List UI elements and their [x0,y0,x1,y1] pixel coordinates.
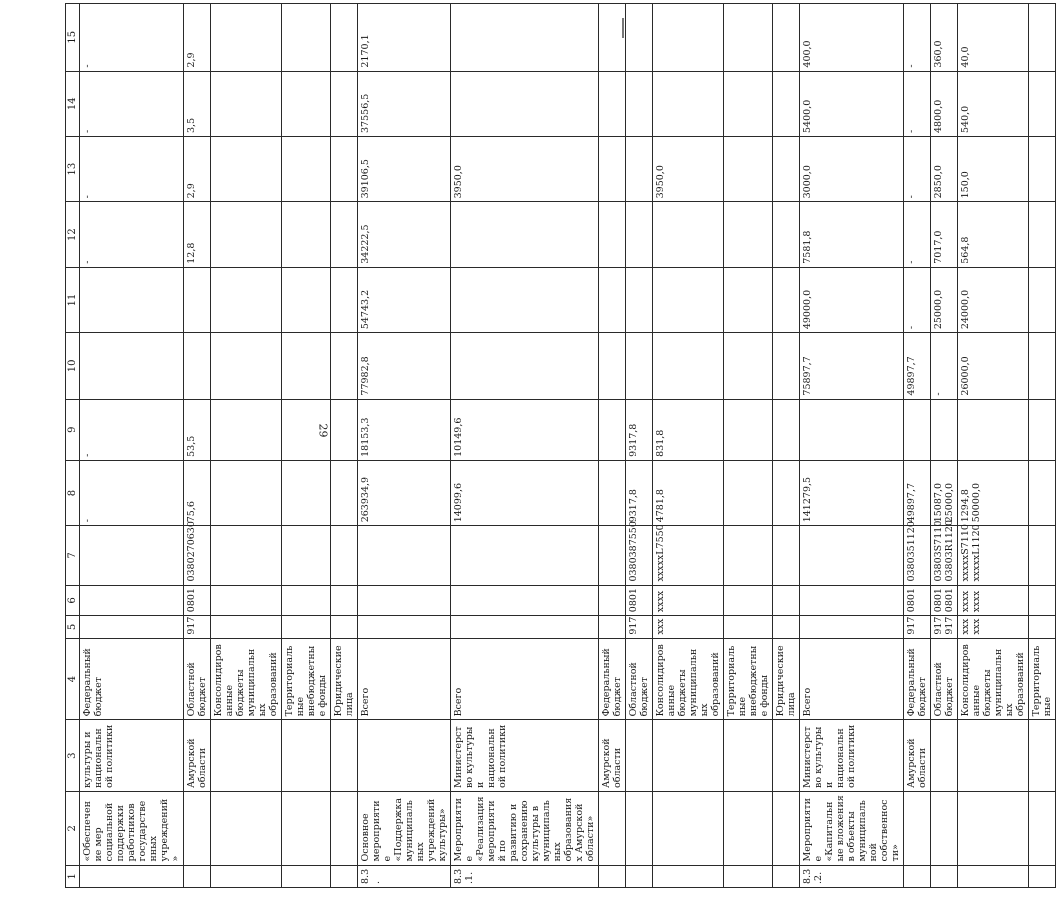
total-cell: - [80,460,184,525]
csr-cell: 0380387550 [626,526,653,585]
year-2014-cell [331,399,358,460]
table-row [958,4,1029,888]
year-2015-cell [1029,333,1056,399]
year-2020-cell: 2170,1 [358,4,451,72]
title-cell [958,791,1029,865]
year-2017-cell [724,202,773,267]
title-cell [653,791,724,865]
num-cell: 8.3. [358,865,451,887]
year-2016-cell [724,267,773,332]
source-cell: Территориальные [1029,638,1056,720]
num-cell [626,865,653,887]
table-row [800,4,904,888]
csr-cell [358,526,451,585]
year-2020-cell: - [904,4,931,72]
year-2020-cell [724,4,773,72]
total-cell: 1294,8 50000,0 [958,460,1029,525]
title-cell [931,791,958,865]
header-cell: 7 [66,526,80,585]
rotated-table-container [65,3,1053,888]
year-2017-cell: 7581,8 [800,202,904,267]
executor-cell: Амурской области [904,720,931,792]
executor-cell [1029,720,1056,792]
header-cell: 6 [66,585,80,616]
year-2019-cell: 540,0 [958,71,1029,136]
year-2018-cell [282,136,331,201]
total-cell [724,460,773,525]
year-2019-cell [724,71,773,136]
year-2019-cell: - [904,71,931,136]
rzpr-cell: 0801 [904,585,931,616]
title-cell: «Обеспечение мер социальной поддержки работников государственных учреждений» [80,791,184,865]
title-cell [184,791,211,865]
rzpr-cell: 0801 [626,585,653,616]
total-cell [331,460,358,525]
year-2014-cell [800,399,904,460]
year-2019-cell [331,71,358,136]
total-cell [211,460,282,525]
grbs-cell [773,616,800,638]
year-2020-cell [1029,4,1056,72]
title-cell [626,791,653,865]
executor-cell [958,720,1029,792]
total-cell [1029,460,1056,525]
year-2019-cell [451,71,599,136]
year-2018-cell [626,136,653,201]
year-2018-cell [773,136,800,201]
table-row [724,4,773,888]
total-cell [282,460,331,525]
year-2018-cell: - [904,136,931,201]
num-cell: 8.3.2. [800,865,904,887]
year-2019-cell: 37556,5 [358,71,451,136]
year-2015-cell [626,333,653,399]
year-2014-cell: 53,5 [184,399,211,460]
year-2019-cell [773,71,800,136]
csr-cell [282,526,331,585]
csr-cell: 03803S7110 03803R1120 [931,526,958,585]
year-2016-cell: 54743,2 [358,267,451,332]
num-cell [80,865,184,887]
table-row [282,4,331,888]
grbs-cell [80,616,184,638]
year-2016-cell [211,267,282,332]
year-2014-cell: 831,8 [653,399,724,460]
rzpr-cell: xxxx xxxx [958,585,1029,616]
year-2015-cell [451,333,599,399]
source-cell: Федеральный бюджет [904,638,931,720]
executor-cell: Амурской области [599,720,626,792]
year-2020-cell [599,4,626,72]
year-2016-cell: 24000,0 [958,267,1029,332]
csr-cell [724,526,773,585]
year-2015-cell: 26000,0 [958,333,1029,399]
total-cell: 141279,5 [800,460,904,525]
source-cell: Консолидированные бюджеты муниципальных образований [653,638,724,720]
table-row [211,4,282,888]
source-cell: Всего [451,638,599,720]
year-2017-cell [282,202,331,267]
header-cell: 15 [66,4,80,72]
year-2018-cell: - [80,136,184,201]
year-2019-cell [211,71,282,136]
year-2016-cell [184,267,211,332]
csr-cell: 0380270630 [184,526,211,585]
year-2019-cell [1029,71,1056,136]
year-2020-cell [451,4,599,72]
grbs-cell [599,616,626,638]
year-2020-cell: 400,0 [800,4,904,72]
year-2020-cell [626,4,653,72]
executor-cell [626,720,653,792]
table-row [451,4,599,888]
rzpr-cell [211,585,282,616]
num-cell [931,865,958,887]
csr-cell [80,526,184,585]
year-2017-cell: - [904,202,931,267]
total-cell: 263934,9 [358,460,451,525]
year-2016-cell [331,267,358,332]
executor-cell [931,720,958,792]
table-row [599,4,626,888]
num-cell [331,865,358,887]
year-2014-cell [211,399,282,460]
year-2014-cell [958,399,1029,460]
executor-cell [653,720,724,792]
year-2018-cell: 39106,5 [358,136,451,201]
grbs-cell [282,616,331,638]
num-cell [282,865,331,887]
source-cell: Консолидированные бюджеты муниципальных образований [211,638,282,720]
header-cell: 14 [66,71,80,136]
year-2017-cell: 7017,0 [931,202,958,267]
year-2015-cell [331,333,358,399]
year-2016-cell: - [904,267,931,332]
rzpr-cell [773,585,800,616]
year-2016-cell: 25000,0 [931,267,958,332]
year-2017-cell [653,202,724,267]
total-cell: 14099,6 [451,460,599,525]
grbs-cell: 917 [904,616,931,638]
grbs-cell: xxx [653,616,724,638]
executor-cell: культуры и национальной политики [80,720,184,792]
year-2020-cell [773,4,800,72]
title-cell: Мероприятие «Капитальные вложения в объекты муниципальной собственности» [800,791,904,865]
header-cell: 4 [66,638,80,720]
source-cell: Юридические лица [773,638,800,720]
rzpr-cell [358,585,451,616]
year-2020-cell: 360,0 [931,4,958,72]
csr-cell: xxxxxL7550 [653,526,724,585]
header-cell: 10 [66,333,80,399]
source-cell: Территориальные внебюджетные фонды [724,638,773,720]
year-2014-cell [599,399,626,460]
executor-cell [773,720,800,792]
year-2018-cell [1029,136,1056,201]
rzpr-cell [80,585,184,616]
header-cell: 3 [66,720,80,792]
table-row [773,4,800,888]
header-cell: 11 [66,267,80,332]
year-2015-cell: 49897,7 [904,333,931,399]
title-cell: Основное мероприятие «Поддержка муниципальных учреждений культуры» [358,791,451,865]
title-cell [904,791,931,865]
year-2019-cell: 3,5 [184,71,211,136]
year-2015-cell [282,333,331,399]
year-2020-cell [211,4,282,72]
year-2020-cell: 2,9 [184,4,211,72]
executor-cell [358,720,451,792]
year-2016-cell [282,267,331,332]
executor-cell [331,720,358,792]
title-cell [211,791,282,865]
year-2015-cell [211,333,282,399]
rzpr-cell [599,585,626,616]
table-row [626,4,653,888]
year-2016-cell [773,267,800,332]
csr-cell [773,526,800,585]
grbs-cell: 917 [626,616,653,638]
year-2015-cell [724,333,773,399]
grbs-cell: 917 [184,616,211,638]
year-2014-cell [931,399,958,460]
year-2017-cell [599,202,626,267]
total-cell [599,460,626,525]
grbs-cell [451,616,599,638]
year-2018-cell: 3950,0 [451,136,599,201]
rzpr-cell: 0801 [184,585,211,616]
year-2019-cell: 5400,0 [800,71,904,136]
year-2016-cell [1029,267,1056,332]
year-2014-cell [1029,399,1056,460]
rzpr-cell [451,585,599,616]
num-cell [1029,865,1056,887]
grbs-cell [358,616,451,638]
source-cell: Областной бюджет [626,638,653,720]
header-cell: 9 [66,399,80,460]
total-cell [773,460,800,525]
year-2017-cell [1029,202,1056,267]
source-cell: Всего [358,638,451,720]
year-2019-cell [653,71,724,136]
year-2018-cell: 3950,0 [653,136,724,201]
year-2020-cell: 40,0 [958,4,1029,72]
rzpr-cell: xxxx [653,585,724,616]
year-2016-cell [599,267,626,332]
year-2017-cell [451,202,599,267]
year-2017-cell [211,202,282,267]
num-cell [653,865,724,887]
table-row [184,4,211,888]
header-cell: 12 [66,202,80,267]
header-cell: 8 [66,460,80,525]
num-cell [211,865,282,887]
year-2014-cell: 10149,6 [451,399,599,460]
num-cell: 8.3.1. [451,865,599,887]
title-cell [282,791,331,865]
header-cell: 2 [66,791,80,865]
year-2015-cell: 75897,7 [800,333,904,399]
header-row [66,4,80,888]
year-2020-cell [331,4,358,72]
rzpr-cell [331,585,358,616]
grbs-cell [724,616,773,638]
executor-cell: Министерство культуры и национальной политики [451,720,599,792]
csr-cell [1029,526,1056,585]
year-2018-cell [331,136,358,201]
year-2015-cell [653,333,724,399]
year-2014-cell: 18153,3 [358,399,451,460]
table-row [653,4,724,888]
year-2018-cell: 3000,0 [800,136,904,201]
csr-cell [599,526,626,585]
grbs-cell [1029,616,1056,638]
rzpr-cell [800,585,904,616]
year-2017-cell: 34222,5 [358,202,451,267]
year-2015-cell [80,333,184,399]
year-2018-cell [211,136,282,201]
year-2014-cell [773,399,800,460]
grbs-cell: 917 917 [931,616,958,638]
title-cell [331,791,358,865]
executor-cell [211,720,282,792]
year-2015-cell [599,333,626,399]
title-cell [724,791,773,865]
year-2016-cell [80,267,184,332]
year-2019-cell: 4800,0 [931,71,958,136]
csr-cell: 0380351120 [904,526,931,585]
year-2014-cell [282,399,331,460]
table-row [904,4,931,888]
grbs-cell [331,616,358,638]
table-row [331,4,358,888]
year-2017-cell: 12,8 [184,202,211,267]
grbs-cell [800,616,904,638]
year-2014-cell [724,399,773,460]
num-cell [958,865,1029,887]
source-cell: Федеральный бюджет [80,638,184,720]
executor-cell: Амурской области [184,720,211,792]
year-2019-cell [599,71,626,136]
program-budget-table [65,3,1056,888]
year-2017-cell [626,202,653,267]
executor-cell [282,720,331,792]
year-2017-cell [773,202,800,267]
table-row [931,4,958,888]
total-cell: 4781,8 [653,460,724,525]
year-2018-cell: 150,0 [958,136,1029,201]
num-cell [904,865,931,887]
year-2015-cell [773,333,800,399]
year-2018-cell [724,136,773,201]
csr-cell [211,526,282,585]
num-cell [184,865,211,887]
year-2019-cell: - [80,71,184,136]
year-2014-cell [904,399,931,460]
year-2018-cell: 2850,0 [931,136,958,201]
year-2015-cell: 77982,8 [358,333,451,399]
table-row [1029,4,1056,888]
year-2020-cell [653,4,724,72]
csr-cell [800,526,904,585]
year-2020-cell: - [80,4,184,72]
title-cell: Мероприятие «Реализация мероприятий по развитию и сохранению культуры в муниципальных образованиях Амурской области» [451,791,599,865]
year-2019-cell [282,71,331,136]
year-2016-cell [451,267,599,332]
year-2015-cell [184,333,211,399]
total-cell: 49897,7 [904,460,931,525]
year-2020-cell [282,4,331,72]
grbs-cell [211,616,282,638]
table-row [80,4,184,888]
num-cell [724,865,773,887]
rzpr-cell [282,585,331,616]
total-cell: 75,6 [184,460,211,525]
title-cell [773,791,800,865]
year-2017-cell: - [80,202,184,267]
year-2016-cell [626,267,653,332]
source-cell: Всего [800,638,904,720]
page-number: 29 [316,423,330,438]
executor-cell [724,720,773,792]
executor-cell: Министерство культуры и национальной политики [800,720,904,792]
total-cell: 15087,0 25000,0 [931,460,958,525]
source-cell: Юридические лица [331,638,358,720]
csr-cell [451,526,599,585]
rzpr-cell [724,585,773,616]
header-cell: 13 [66,136,80,201]
num-cell [599,865,626,887]
year-2016-cell: 49000,0 [800,267,904,332]
rzpr-cell [1029,585,1056,616]
year-2017-cell: 564,8 [958,202,1029,267]
csr-cell: xxxxxS7110 xxxxxL1120 [958,526,1029,585]
header-cell: 5 [66,616,80,638]
title-cell [599,791,626,865]
year-2019-cell [626,71,653,136]
header-cell: 1 [66,865,80,887]
year-2015-cell: - [931,333,958,399]
source-cell: Консолидированные бюджеты муниципальных образований [958,638,1029,720]
year-2014-cell: - [80,399,184,460]
grbs-cell: xxx xxx [958,616,1029,638]
year-2014-cell: 9317,8 [626,399,653,460]
table-row [358,4,451,888]
year-2016-cell [653,267,724,332]
csr-cell [331,526,358,585]
source-cell: Областной бюджет [184,638,211,720]
year-2018-cell [599,136,626,201]
source-cell: Территориальные внебюджетные фонды [282,638,331,720]
source-cell: Федеральный бюджет [599,638,626,720]
total-cell: 9317,8 [626,460,653,525]
rzpr-cell: 0801 0801 [931,585,958,616]
title-cell [1029,791,1056,865]
num-cell [773,865,800,887]
year-2018-cell: 2,9 [184,136,211,201]
year-2017-cell [331,202,358,267]
source-cell: Областной бюджет [931,638,958,720]
